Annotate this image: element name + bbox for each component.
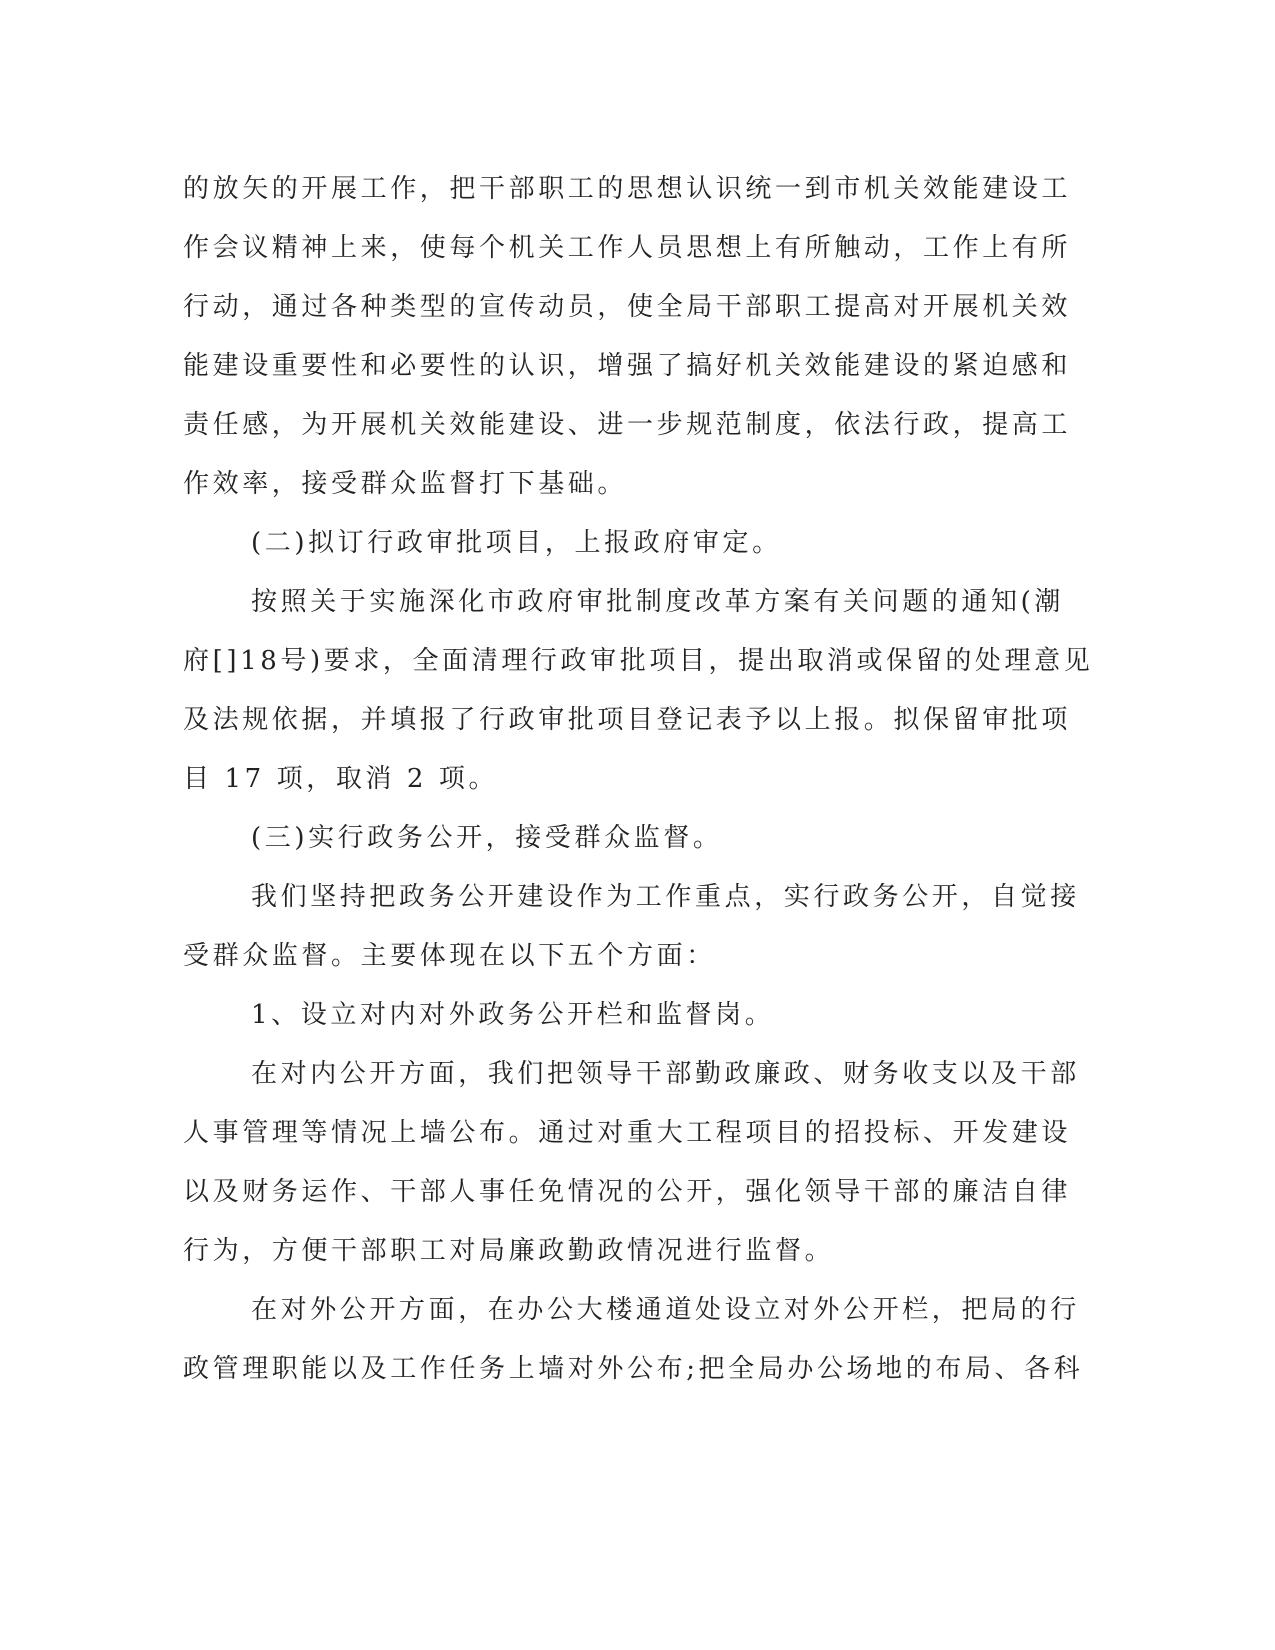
text-line: 在对外公开方面，在办公大楼通道处设立对外公开栏，把局的行: [251, 1295, 1080, 1325]
text-line: 作效率，接受群众监督打下基础。: [183, 469, 628, 499]
text-line: 行为，方便干部职工对局廉政勤政情况进行监督。: [183, 1236, 835, 1266]
subsection-heading-bulletin-boards: [183, 986, 1033, 1045]
text-line: 责任感，为开展机关效能建设、进一步规范制度，依法行政，提高工: [183, 410, 1072, 440]
text-line: 按照关于实施深化市政府审批制度改革方案有关问题的通知(潮: [251, 587, 1064, 617]
text-line: 的放矢的开展工作，把干部职工的思想认识统一到市机关效能建设工: [183, 174, 1072, 204]
text-line: 在对内公开方面，我们把领导干部勤政廉政、财务收支以及干部: [251, 1059, 1080, 1089]
paragraph-efficiency-awareness: [183, 160, 1072, 514]
section-heading-approval-items: [183, 514, 1033, 573]
text-line: 行动，通过各种类型的宣传动员，使全局干部职工提高对开展机关效: [183, 292, 1072, 322]
text-line: 政管理职能以及工作任务上墙对外公布;把全局办公场地的布局、各科: [183, 1354, 1084, 1384]
paragraph-external-disclosure: [183, 1281, 1084, 1399]
text-line: 目 17 项，取消 2 项。: [183, 764, 499, 794]
text-line: 我们坚持把政务公开建设作为工作重点，实行政务公开，自觉接: [251, 882, 1080, 912]
paragraph-open-affairs: [183, 868, 1080, 986]
paragraph-internal-disclosure: [183, 1045, 1080, 1281]
text-line: 及法规依据，并填报了行政审批项目登记表予以上报。拟保留审批项: [183, 705, 1072, 735]
text-line: 受群众监督。主要体现在以下五个方面：: [183, 941, 716, 971]
text-line: (三)实行政务公开，接受群众监督。: [251, 823, 723, 853]
document-body: [183, 160, 1094, 1399]
text-line: (二)拟订行政审批项目，上报政府审定。: [251, 528, 782, 558]
text-line: 1、设立对内对外政务公开栏和监督岗。: [251, 1000, 775, 1030]
text-line: 府[]18号)要求，全面清理行政审批项目，提出取消或保留的处理意见: [183, 646, 1094, 676]
text-line: 人事管理等情况上墙公布。通过对重大工程项目的招投标、开发建设: [183, 1118, 1072, 1148]
text-line: 能建设重要性和必要性的认识，增强了搞好机关效能建设的紧迫感和: [183, 351, 1072, 381]
text-line: 作会议精神上来，使每个机关工作人员思想上有所触动，工作上有所: [183, 233, 1072, 263]
paragraph-approval-items: [183, 573, 1094, 809]
section-heading-open-affairs: [183, 809, 1033, 868]
text-line: 以及财务运作、干部人事任免情况的公开，强化领导干部的廉洁自律: [183, 1177, 1072, 1207]
